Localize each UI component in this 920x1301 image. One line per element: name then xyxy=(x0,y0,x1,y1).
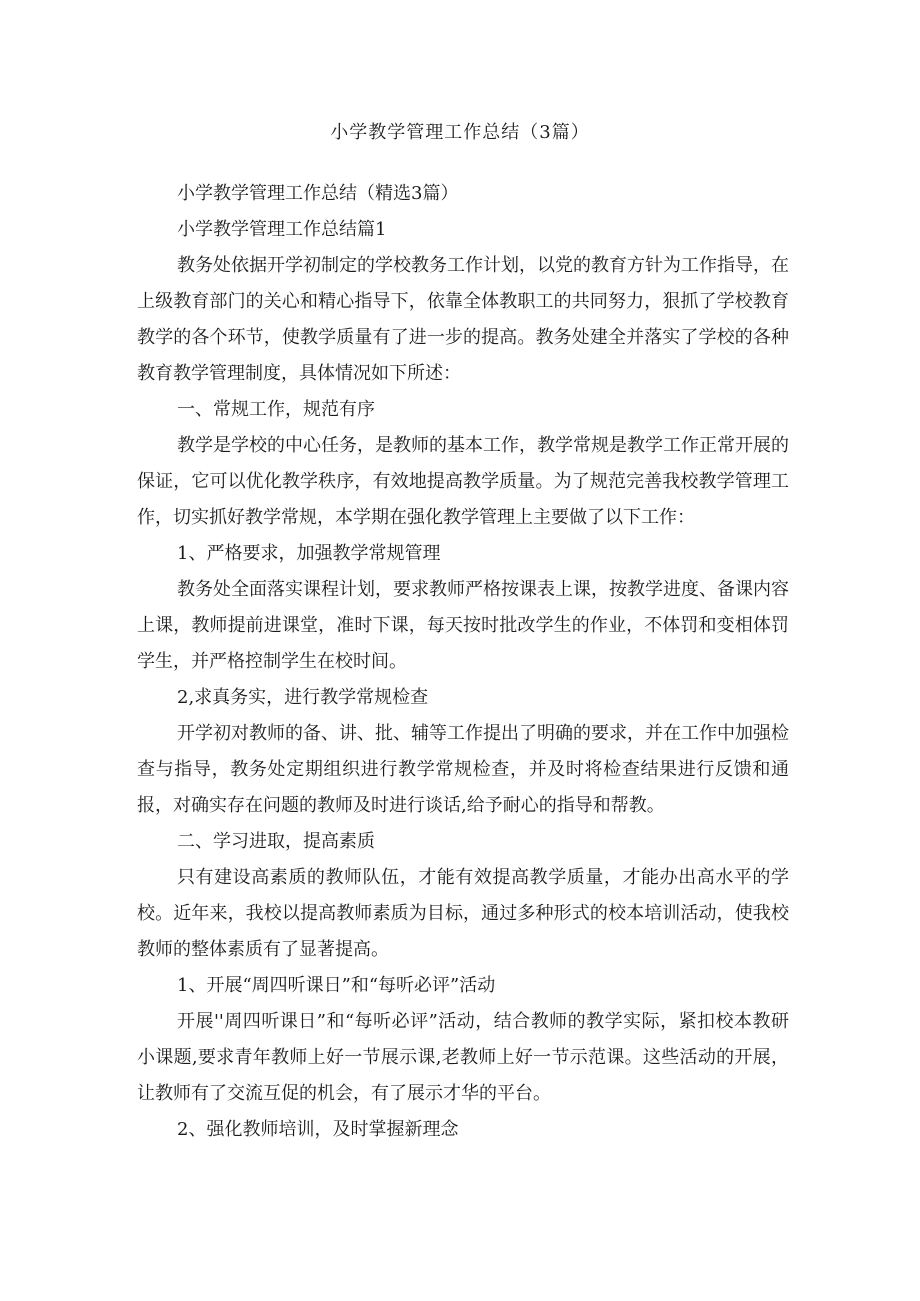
subsection-heading: 2、强化教师培训，及时掌握新理念 xyxy=(177,1119,459,1140)
section-heading: 一、常规工作，规范有序 xyxy=(177,399,375,420)
subsection-heading: 2,求真务实，进行教学常规检查 xyxy=(177,687,429,708)
subsection-heading: 1、开展“周四听课日”和“每听必评”活动 xyxy=(177,975,496,996)
body-paragraph: 教务处全面落实课程计划，要求教师严格按课表上课，按教学进度、备课内容上课，教师提前进课堂，准时下课，每天按时批改学生的作业，不体罚和变相体罚学生，并严格控制学生在校时间。 xyxy=(137,579,789,672)
body-paragraph: 开展''周四听课日”和“每听必评”活动，结合教师的教学实际，紧扣校本教研小课题,要求青年教师上好一节展示课,老教师上好一节示范课。这些活动的开展，让教师有了交流互促的机会，有了展示才华的平台。 xyxy=(137,1011,789,1104)
subsection-heading: 1、严格要求，加强教学常规管理 xyxy=(177,543,441,564)
document-body xyxy=(137,176,789,1148)
body-paragraph: 只有建设高素质的教师队伍，才能有效提高教学质量，才能办出高水平的学校。近年来，我校以提高教师素质为目标，通过多种形式的校本培训活动，使我校教师的整体素质有了显著提高。 xyxy=(137,867,789,960)
section-heading: 二、学习进取，提高素质 xyxy=(177,831,375,852)
body-paragraph: 教务处依据开学初制定的学校教务工作计划，以党的教育方针为工作指导，在上级教育部门的关心和精心指导下，依靠全体教职工的共同努力，狠抓了学校教育教学的各个环节，使教学质量有了进一步的提高。教务处建全并落实了学校的各种教育教学管理制度，具体情况如下所述： xyxy=(137,255,789,384)
document-title: 小学教学管理工作总结（3篇） xyxy=(330,122,590,143)
subtitle: 小学教学管理工作总结（精选3篇） xyxy=(177,183,459,204)
body-paragraph: 教学是学校的中心任务，是教师的基本工作，教学常规是教学工作正常开展的保证，它可以优化教学秩序，有效地提高教学质量。为了规范完善我校教学管理工作，切实抓好教学常规，本学期在强化教学管理上主要做了以下工作： xyxy=(137,435,789,528)
section-heading: 小学教学管理工作总结篇1 xyxy=(177,219,387,240)
body-paragraph: 开学初对教师的备、讲、批、辅等工作提出了明确的要求，并在工作中加强检查与指导，教务处定期组织进行教学常规检查，并及时将检查结果进行反馈和通报，对确实存在问题的教师及时进行谈话,给予耐心的指导和帮教。 xyxy=(137,723,789,816)
